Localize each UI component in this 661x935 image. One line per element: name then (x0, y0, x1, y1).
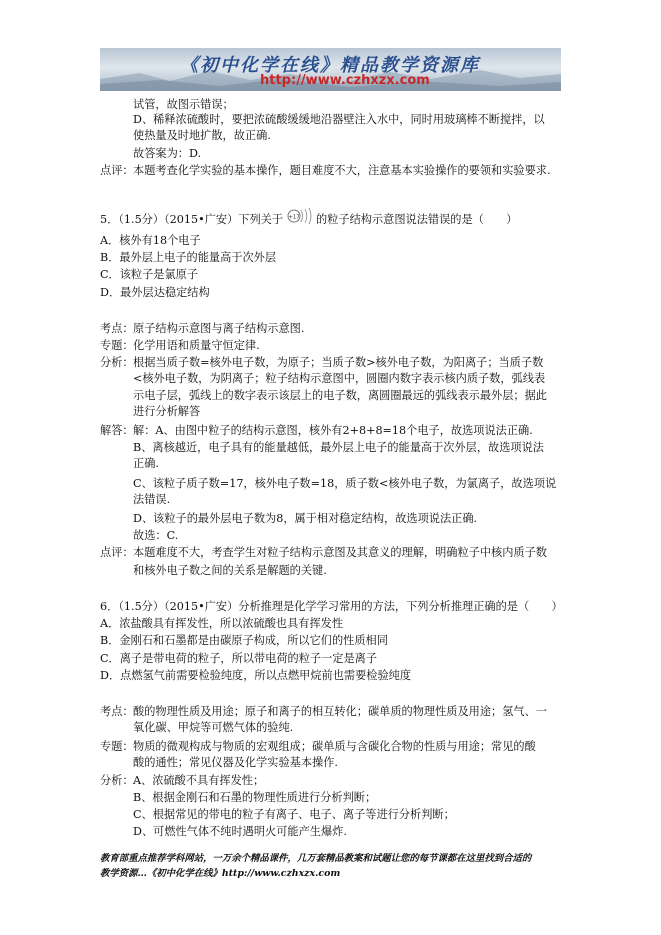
q5-zhuanti-label: 专题： (100, 339, 134, 352)
q5-fenxi-line: 根据当质子数=核外电子数，为原子；当质子数>核外电子数，为阳离子；当质子数 (133, 356, 544, 369)
q6-fenxi-line: B、根据金刚石和石墨的物理性质进行分析判断； (133, 791, 377, 804)
q5-jieda-line: 法错误. (133, 493, 171, 506)
q5-jieda-line: 解：A、由图中粒子的结构示意图，核外有2+8+8=18个电子，故选项说法正确. (133, 424, 533, 437)
q6-fenxi-line: C、根据常见的带电的粒子有离子、电子、离子等进行分析判断； (133, 808, 455, 821)
q5-option: B．最外层上电子的能量高于次外层 (100, 251, 277, 264)
q5-jieda-label: 解答： (100, 424, 134, 437)
q6-kaodian-line: 氧化碳、甲烷等可燃气体的验纯. (133, 721, 294, 734)
q4-line: 试管，故图示错误； (133, 98, 234, 111)
q6-kaodian-line: 酸的物理性质及用途；原子和离子的相互转化；碳单质的物理性质及用途；氢气、一 (133, 705, 547, 718)
atom-structure-diagram (286, 206, 314, 226)
q5-jieda-line: D、该粒子的最外层电子数为8，属于相对稳定结构，故选项说法正确. (133, 512, 478, 525)
q5-jieda-line: 正确. (133, 457, 159, 470)
q5-fenxi-line: <核外电子数，为阴离子；粒子结构示意图中，圆圈内数字表示核内质子数，弧线表 (133, 372, 546, 385)
q5-kaodian: 原子结构示意图与离子结构示意图. (133, 322, 305, 335)
q5-option: A．核外有18个电子 (100, 234, 201, 247)
q5-fenxi-line: 示电子层，弧线上的数字表示该层上的电子数，离圆圈最远的弧线表示最外层；据此 (133, 389, 547, 402)
q4-line: D、稀释浓硫酸时，要把浓硫酸缓缓地沿器壁注入水中，同时用玻璃棒不断搅拌，以 (133, 113, 545, 126)
q6-fenxi-line: D、可燃性气体不纯时遇明火可能产生爆炸. (133, 825, 347, 838)
q6-stem: 6．（1.5分）（2015•广安）分析推理是化学学习常用的方法，下列分析推理正确的是（ ） (100, 600, 563, 613)
q6-zhuanti-line: 物质的微观构成与物质的宏观组成；碳单质与含碳化合物的性质与用途；常见的酸 (133, 740, 536, 753)
q5-kaodian-label: 考点： (100, 322, 134, 335)
q4-answer: 故答案为：D. (133, 147, 202, 160)
q5-jieda-line: B、离核越近，电子具有的能量越低，最外层上电子的能量高于次外层，故选项说法 (133, 441, 544, 454)
q5-option: C．该粒子是氯原子 (100, 268, 199, 281)
banner-url[interactable]: http://www.czhxzx.com (260, 73, 430, 88)
q4-comment-label: 点评： (100, 164, 134, 177)
footer-line: 教学资源…《初中化学在线》http://www.czhxzx.com (100, 868, 341, 879)
atom-nucleus-label: +17 (288, 214, 300, 221)
q5-jieda-line: C、该粒子质子数=17，核外电子数=18，质子数<核外电子数，为氯离子，故选项说 (133, 477, 557, 490)
q6-zhuanti-label: 专题： (100, 740, 134, 753)
q4-line: 使热量及时地扩散，故正确. (133, 129, 271, 142)
q6-kaodian-label: 考点： (100, 705, 134, 718)
q5-zhuanti: 化学用语和质量守恒定律. (133, 339, 260, 352)
q4-comment: 本题考查化学实验的基本操作，题目难度不大，注意基本实验操作的要领和实验要求. (133, 164, 551, 177)
q6-fenxi-line: A、浓硫酸不具有挥发性； (133, 774, 265, 787)
q6-option: A．浓盐酸具有挥发性，所以浓硫酸也具有挥发性 (100, 617, 344, 630)
q6-option: B．金刚石和石墨都是由碳原子构成，所以它们的性质相同 (100, 634, 388, 647)
q5-stem-b: 的粒子结构示意图说法错误的是（ ） (316, 213, 518, 226)
banner-title: 《初中化学在线》精品教学资源库 (180, 55, 480, 76)
q5-fenxi-line: 进行分析解答 (133, 405, 201, 418)
q5-fenxi-label: 分析： (100, 356, 134, 369)
q6-option: C．离子是带电荷的粒子，所以带电荷的粒子一定是离子 (100, 652, 378, 665)
footer-line: 教育部重点推荐学科网站，一万余个精品课件，几万套精品教案和试题让您的每节课都在这里找到合适的 (100, 853, 532, 864)
q5-option: D．最外层达稳定结构 (100, 286, 210, 299)
q5-dianping-line: 本题难度不大，考查学生对粒子结构示意图及其意义的理解，明确粒子中核内质子数 (133, 546, 547, 559)
site-banner (100, 48, 561, 91)
q6-option: D．点燃氢气前需要检验纯度，所以点燃甲烷前也需要检验纯度 (100, 669, 412, 682)
q6-fenxi-label: 分析： (100, 774, 134, 787)
q5-dianping-label: 点评： (100, 546, 134, 559)
q5-stem-a: 5．（1.5分）（2015•广安）下列关于 (100, 213, 284, 226)
q5-jieda-line: 故选：C. (133, 529, 179, 542)
q5-dianping-line: 和核外电子数之间的关系是解题的关键. (133, 564, 327, 577)
q6-zhuanti-line: 酸的通性；常见仪器及化学实验基本操作. (133, 756, 338, 769)
